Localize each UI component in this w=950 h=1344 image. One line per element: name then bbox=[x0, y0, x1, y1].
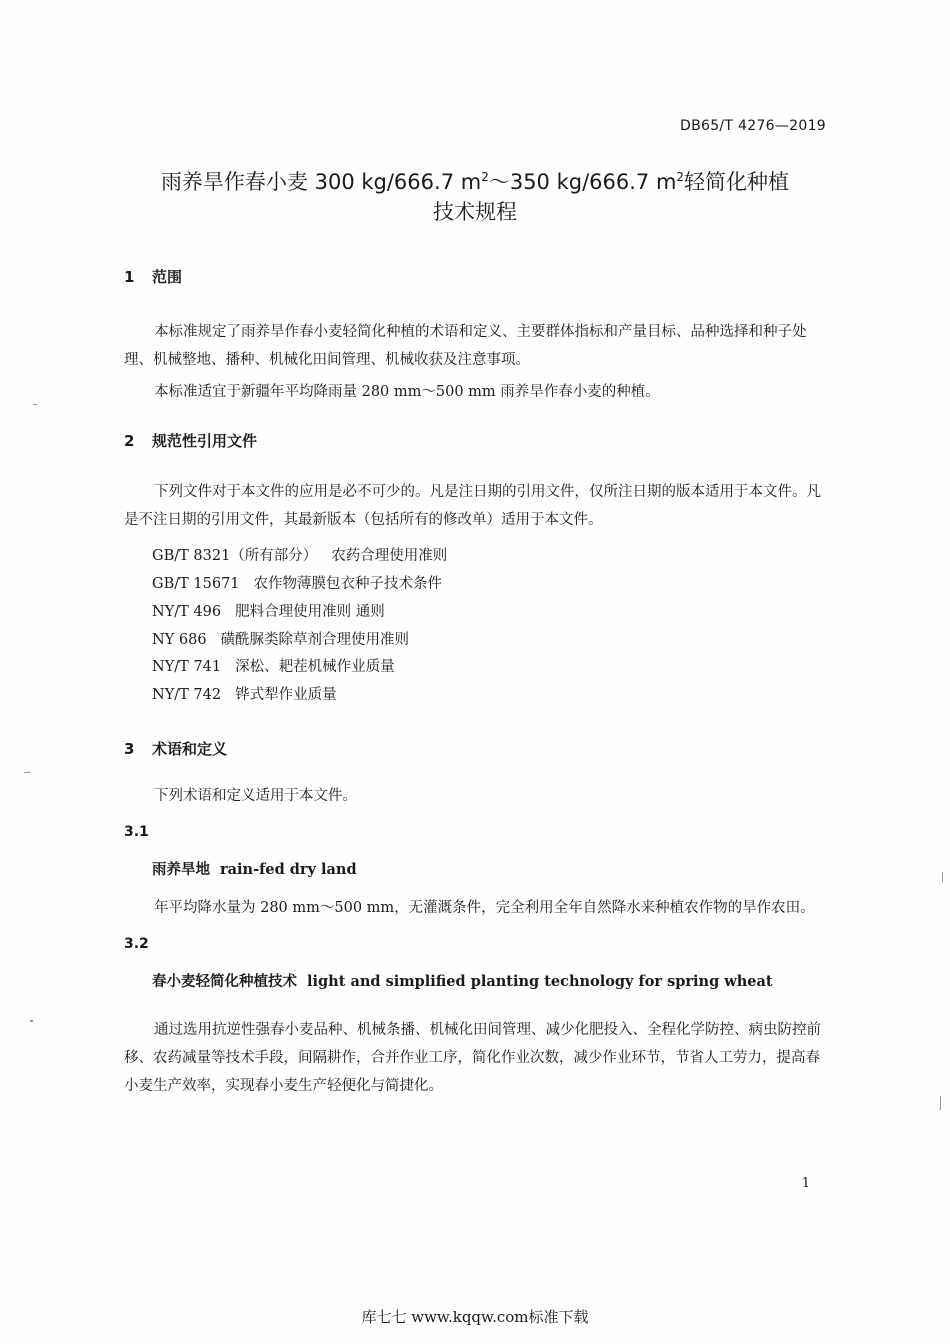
reference-title: 磺酰脲类除草剂合理使用准则 bbox=[220, 632, 410, 648]
title-part-c: 轻简化种植 bbox=[684, 170, 790, 194]
reference-title: 肥料合理使用准则 通则 bbox=[235, 604, 385, 620]
reference-code: GB/T 8321（所有部分） bbox=[152, 548, 318, 564]
section-1-heading bbox=[124, 266, 182, 287]
normative-reference bbox=[152, 655, 395, 676]
term-definition: 通过选用抗逆性强春小麦品种、机械条播、机械化田间管理、减少化肥投入、全程化学防控、病虫防控前移、农药减量等技术手段，间隔耕作，合并作业工序，简化作业次数，减少作业环节，节省人工劳力，提高春小麦生产效率，实现春小麦生产轻便化与简捷化。 bbox=[124, 1022, 821, 1094]
reference-code: NY/T 741 bbox=[152, 659, 222, 675]
title-superscript-2: 2 bbox=[676, 170, 685, 184]
section-1-paragraph-2: 本标准适宜于新疆年平均降雨量 280 mm～500 mm 雨养旱作春小麦的种植。 bbox=[154, 384, 660, 400]
normative-reference bbox=[152, 683, 337, 704]
scan-speck bbox=[30, 1020, 33, 1022]
section-title: 范围 bbox=[152, 268, 183, 286]
section-title: 术语和定义 bbox=[152, 740, 228, 758]
reference-title: 铧式犁作业质量 bbox=[235, 687, 337, 703]
scan-speck bbox=[33, 404, 37, 405]
footer-watermark: 库七七 www.kqqw.com标准下载 bbox=[361, 1308, 589, 1326]
normative-reference bbox=[152, 544, 447, 565]
section-1-paragraph-1: 本标准规定了雨养旱作春小麦轻简化种植的术语和定义、主要群体指标和产量目标、品种选择和种子处理、机械整地、播种、机械化田间管理、机械收获及注意事项。 bbox=[124, 324, 807, 368]
normative-reference bbox=[152, 600, 385, 621]
term-english: light and simplified planting technology for spring wheat bbox=[307, 973, 773, 990]
scan-speck bbox=[24, 772, 30, 773]
term-heading bbox=[152, 970, 773, 991]
scan-speck bbox=[940, 1096, 941, 1110]
term-number: 3.1 bbox=[124, 824, 149, 840]
section-2-paragraph-1: 下列文件对于本文件的应用是必不可少的。凡是注日期的引用文件，仅所注日期的版本适用于本文件。凡是不注日期的引用文件，其最新版本（包括所有的修改单）适用于本文件。 bbox=[124, 484, 821, 528]
section-2-heading bbox=[124, 430, 257, 451]
reference-code: NY 686 bbox=[152, 632, 207, 648]
section-3-intro: 下列术语和定义适用于本文件。 bbox=[154, 788, 357, 804]
term-heading bbox=[152, 858, 357, 879]
title-part-a: 雨养旱作春小麦 300 kg/666.7 m bbox=[160, 170, 482, 194]
term-definition: 年平均降水量为 280 mm～500 mm，无灌溉条件，完全利用全年自然降水来种植农作物的旱作农田。 bbox=[154, 900, 815, 916]
reference-title: 深松、耙茬机械作业质量 bbox=[235, 659, 395, 675]
standard-code: DB65/T 4276—2019 bbox=[680, 118, 826, 134]
section-number: 1 bbox=[124, 268, 135, 286]
term-chinese: 雨养旱地 bbox=[152, 861, 210, 878]
term-chinese: 春小麦轻简化种植技术 bbox=[152, 973, 297, 990]
reference-title: 农作物薄膜包衣种子技术条件 bbox=[253, 576, 443, 592]
page-number: 1 bbox=[801, 1176, 810, 1191]
reference-code: NY/T 496 bbox=[152, 604, 222, 620]
term-english: rain-fed dry land bbox=[220, 861, 357, 878]
title-superscript-1: 2 bbox=[481, 170, 489, 184]
reference-code: NY/T 742 bbox=[152, 687, 222, 703]
reference-title: 农药合理使用准则 bbox=[331, 548, 448, 564]
term-number: 3.2 bbox=[124, 936, 149, 952]
section-number: 3 bbox=[124, 740, 135, 758]
normative-reference bbox=[152, 628, 409, 649]
section-title: 规范性引用文件 bbox=[152, 432, 258, 450]
reference-code: GB/T 15671 bbox=[152, 576, 240, 592]
section-3-heading bbox=[124, 738, 227, 759]
document-title-line1 bbox=[0, 166, 950, 196]
section-number: 2 bbox=[124, 432, 135, 450]
title-part-b: ～350 kg/666.7 m bbox=[488, 170, 677, 194]
document-title-line2: 技术规程 bbox=[433, 200, 517, 224]
scan-speck bbox=[942, 872, 943, 882]
normative-reference bbox=[152, 572, 442, 593]
